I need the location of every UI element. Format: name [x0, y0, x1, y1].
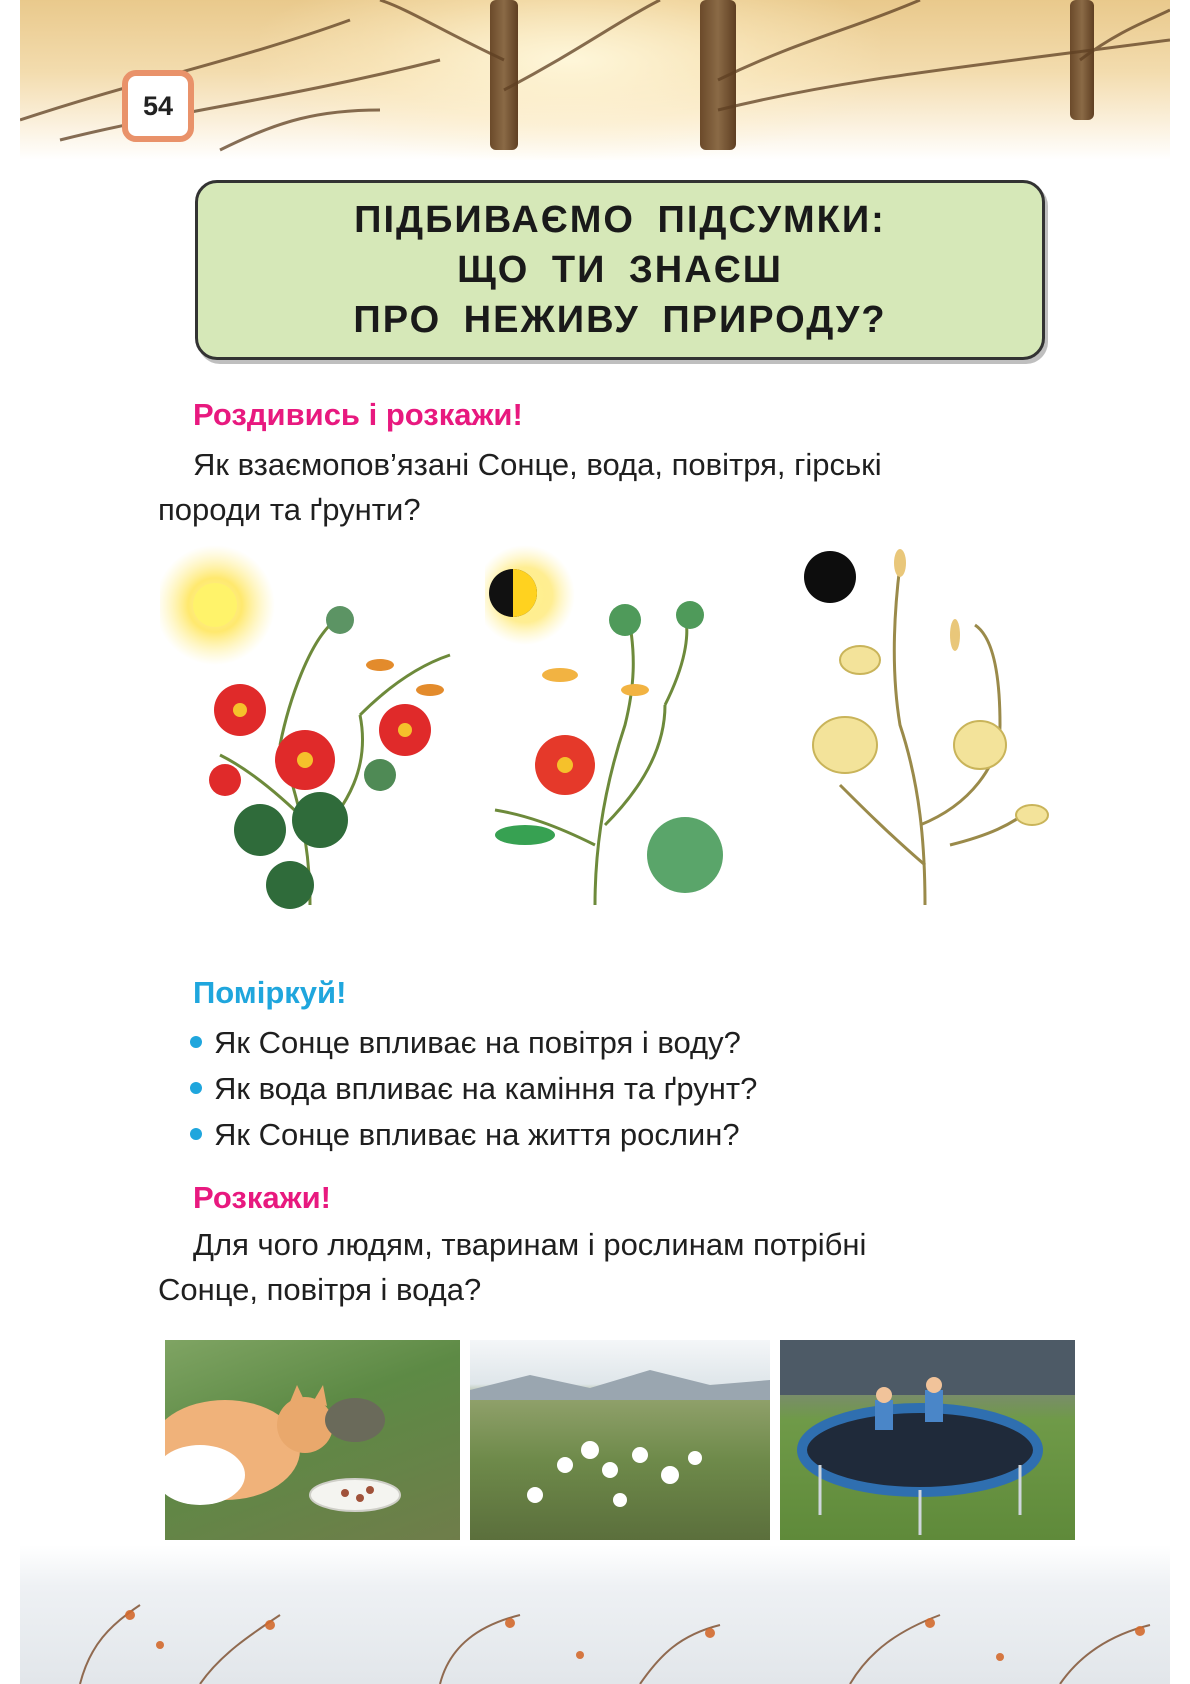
bottom-snow-banner	[20, 1545, 1170, 1684]
section-heading-tell: Розкажи!	[193, 1180, 331, 1215]
cat-hedgehog-drawing	[165, 1340, 460, 1540]
think-question-list	[190, 1020, 1070, 1158]
cat-hedgehog-photo	[165, 1340, 460, 1540]
section-heading-think: Поміркуй!	[193, 975, 347, 1010]
paragraph-line: Для чого людям, тваринам і рослинам потрібні	[193, 1227, 867, 1262]
trampoline-drawing	[780, 1340, 1075, 1540]
title-box	[195, 180, 1045, 360]
title-line-3: ПРО НЕЖИВУ ПРИРОДУ?	[353, 299, 887, 341]
dark-sun-icon	[804, 551, 856, 603]
bullet-icon	[190, 1082, 202, 1094]
section1-paragraph	[158, 442, 1083, 532]
half-sun-plant-illustration	[485, 545, 745, 915]
list-item	[190, 1112, 1070, 1158]
pale-leaf-icon	[813, 646, 1048, 825]
list-item-text: Як Сонце впливає на життя рослин?	[214, 1117, 740, 1152]
list-item-text: Як вода впливає на каміння та ґрунт?	[214, 1071, 758, 1106]
edelweiss-drawing	[470, 1340, 770, 1540]
list-item	[190, 1066, 1070, 1112]
section-heading-look-and-tell: Роздивись і розкажи!	[193, 397, 523, 432]
section3-paragraph	[158, 1222, 1083, 1312]
edelweiss-mountain-photo	[470, 1340, 770, 1540]
page-number: 54	[122, 70, 194, 142]
paragraph-line: Сонце, повітря і вода?	[158, 1272, 482, 1307]
snow-plants-drawing	[20, 1545, 1170, 1684]
sun-flowering-plant-illustration	[160, 545, 460, 915]
list-item	[190, 1020, 1070, 1066]
children-trampoline-photo	[780, 1340, 1075, 1540]
paragraph-line: породи та ґрунти?	[158, 492, 421, 527]
title-line-2: ЩО ТИ ЗНАЄШ	[457, 249, 783, 291]
dark-sun-pale-plant-illustration	[800, 545, 1060, 915]
red-flower-icon	[209, 684, 431, 796]
title-line-1: ПІДБИВАЄМО ПІДСУМКИ:	[354, 199, 886, 241]
paragraph-line: Як взаємопов’язані Сонце, вода, повітря, гірські	[193, 447, 882, 482]
bullet-icon	[190, 1036, 202, 1048]
list-item-text: Як Сонце впливає на повітря і воду?	[214, 1025, 741, 1060]
bullet-icon	[190, 1128, 202, 1140]
